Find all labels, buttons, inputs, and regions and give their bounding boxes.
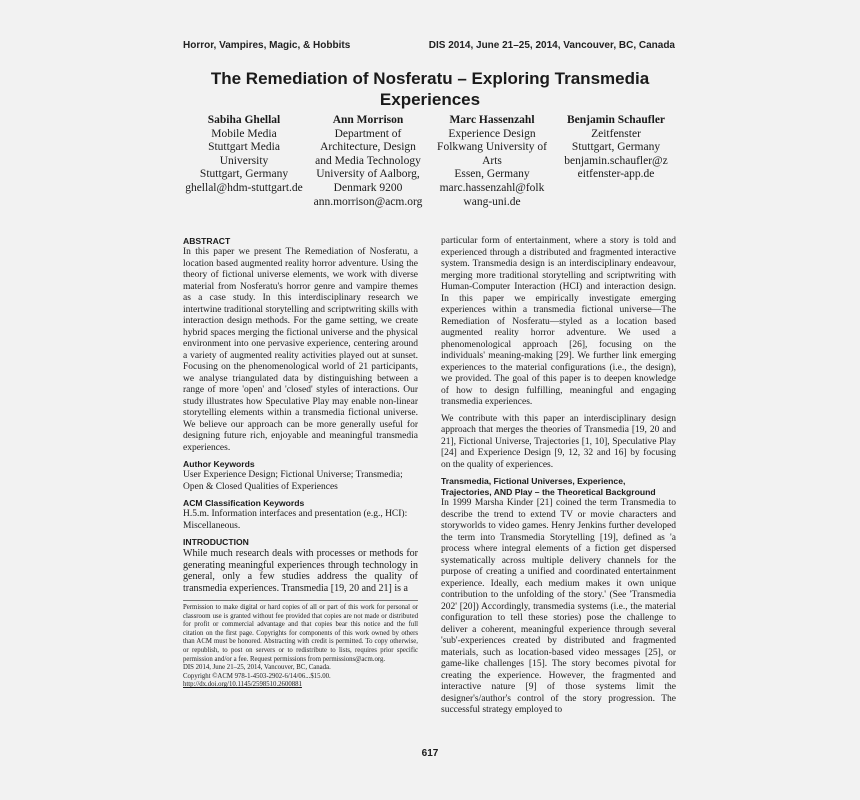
author-affiliation: University of Aalborg,	[316, 168, 420, 181]
author-email: wang-uni.de	[463, 195, 521, 208]
author-email: ann.morrison@acm.org	[313, 195, 423, 208]
author-affiliation: and Media Technology	[315, 154, 421, 167]
introduction-heading: INTRODUCTION	[183, 537, 249, 547]
author-location: Stuttgart, Germany	[571, 141, 661, 154]
keywords-line: Open & Closed Qualities of Experiences	[183, 481, 338, 492]
body-paragraph: We contribute with this paper an interdisciplinary design approach that merges the theories of Transmedia [19, 20 and 21], Fictional Universe, Trajectories [1, 10], Speculative Play [24] and Experience Design [9, 12, 32 and 16] by focusing on the quality of experiences.	[441, 413, 676, 470]
author-1	[182, 114, 306, 209]
author-name: Marc Hassenzahl	[449, 114, 535, 126]
author-location: Essen, Germany	[454, 168, 530, 181]
author-affiliation: Zeitfenster	[591, 127, 641, 140]
author-email: eitfenster-app.de	[577, 168, 655, 181]
introduction-text: While much research deals with processes or methods for generating meaningful experiences through technology in general, only a few studies address the quality of transmedia experiences. Transmedia [19, 20 and 21] is a	[183, 548, 418, 594]
keywords-block	[183, 470, 418, 493]
acm-block	[183, 509, 418, 532]
copyright-line: Copyright ©ACM 978-1-4503-2902-6/14/06...$15.00.	[183, 672, 331, 680]
author-affiliation: Stuttgart Media	[208, 141, 280, 154]
acm-line: H.5.m. Information interfaces and presentation (e.g., HCI):	[183, 509, 408, 519]
page-number: 617	[421, 748, 439, 759]
keywords-line: User Experience Design; Fictional Universe; Transmedia;	[183, 470, 403, 480]
right-column	[441, 236, 676, 722]
author-affiliation: Arts	[482, 154, 502, 167]
permission-text: Permission to make digital or hard copies of all or part of this work for personal or classroom use is granted without fee provided that copies are not made or distributed for profit or commercial advantage and that copies bear this notice and the full citation on the first page. Copyrights for components of this work owned by others than ACM must be honored. Abstracting with credit is permitted. To copy otherwise, or republish, to post on servers or to redistribute to lists, requires prior specific permission and/or a fee. Request permissions from permissions@acm.org.	[183, 604, 418, 663]
author-affiliation: Department of	[334, 127, 402, 140]
author-affiliation: Experience Design	[448, 127, 536, 140]
author-location: Denmark 9200	[333, 181, 403, 194]
abstract-text: In this paper we present The Remediation of Nosferatu, a location based augmented reality horror adventure. Using the theory of fictional universe elements, we work with diverse material from Nosferatu's horror genre and vampire themes as a case study. In this interdisciplinary research we intertwine traditional storytelling and scriptwriting skills with interaction design methods. For the game setting, we create hybrid spaces merging the fictional universe and the physical environment into one pervasive experience, centering around a variety of augmented reality activities played out at sunset. Focusing on the phenomenological world of 21 participants, we analyse triangulated data by distinguishing between a range of more 'open' and 'closed' styles of interactions. Our study illustrates how Speculative Play may enable non-linear storytelling elements within a transmedia fictional universe. We believe our approach can be more generally useful for designing future rich, enjoyable and meaningful transmedia experiences.	[183, 247, 418, 453]
abstract-heading: ABSTRACT	[183, 236, 231, 246]
author-name: Benjamin Schaufler	[566, 114, 666, 126]
running-head-right: DIS 2014, June 21–25, 2014, Vancouver, BC, Canada	[428, 40, 675, 51]
author-name: Ann Morrison	[332, 114, 404, 126]
paper-page	[150, 30, 710, 790]
theory-heading: Transmedia, Fictional Universes, Experience, Trajectories, AND Play – the Theoretical Background	[441, 476, 656, 497]
keywords-heading: Author Keywords	[183, 459, 255, 469]
author-name: Sabiha Ghellal	[207, 114, 281, 126]
running-head-left: Horror, Vampires, Magic, & Hobbits	[183, 40, 351, 51]
conference-line: DIS 2014, June 21–25, 2014, Vancouver, BC, Canada.	[183, 664, 331, 672]
author-block	[182, 114, 678, 209]
author-3	[430, 114, 554, 209]
author-affiliation: Folkwang University of	[437, 141, 547, 154]
author-email: ghellal@hdm-stuttgart.de	[185, 181, 303, 194]
doi-link[interactable]: http://dx.doi.org/10.1145/2598510.2600881	[183, 681, 302, 689]
author-affiliation: Architecture, Design	[320, 141, 416, 154]
author-email: benjamin.schaufler@z	[564, 154, 668, 167]
author-4	[554, 114, 678, 209]
author-location: Stuttgart, Germany	[199, 168, 289, 181]
body-paragraph: particular form of entertainment, where a story is told and experienced through a distributed and fragmented interactive system. Transmedia design is an interdisciplinary endeavour, merging more traditional storytelling and scriptwriting with Human-Computer Interaction (HCI) and interaction design. In this paper we empirically investigate emerging experiences within a transmedia fictional universe—The Remediation of Nosferatu—styled as a location based augmented reality horror adventure. We used a phenomenological approach [26], focusing on the individuals' meaning-making [29]. We further link emerging experiences to the material configurations (i.e., the design), we provided. The goal of this paper is to deepen knowledge of how to design fulfilling, meaningful and engaging transmedia experiences.	[441, 236, 676, 407]
author-affiliation: Mobile Media	[211, 127, 277, 140]
left-column	[183, 236, 418, 599]
body-paragraph: In 1999 Marsha Kinder [21] coined the term Transmedia to describe the trend to extend TV or movie characters and storyworlds to video games. Henry Jenkins further developed the term into Transmedia Storytelling [19], defined as 'a process where integral elements of a fiction get dispersed systematically across multiple delivery channels for the purpose of creating a unified and coordinated entertainment experience. Ideally, each medium makes it own unique contribution to the unfolding of the story.' (See 'Transmedia 202' [20]) Accordingly, transmedia systems (i.e., the material configuration to tell these stories) pose the challenge to deliver a coherent, meaningful experience through several 'sub'-experiences created by distributed and fragmented materials, such as location-based video messages [25], or game-like challenges [15]. The story becomes pivotal for creating the experience. However, the fragmented and interactive nature [9] of those systems limit the designer's/author's control of the story progression. The successful strategy employed to	[441, 498, 676, 715]
author-email: marc.hassenzahl@folk	[439, 181, 545, 194]
author-2	[306, 114, 430, 209]
author-affiliation: University	[219, 154, 269, 167]
acm-heading: ACM Classification Keywords	[183, 498, 305, 508]
paper-title: The Remediation of Nosferatu – Exploring Transmedia Experiences	[210, 69, 650, 109]
acm-line: Miscellaneous.	[183, 520, 241, 531]
permission-block	[183, 600, 418, 690]
